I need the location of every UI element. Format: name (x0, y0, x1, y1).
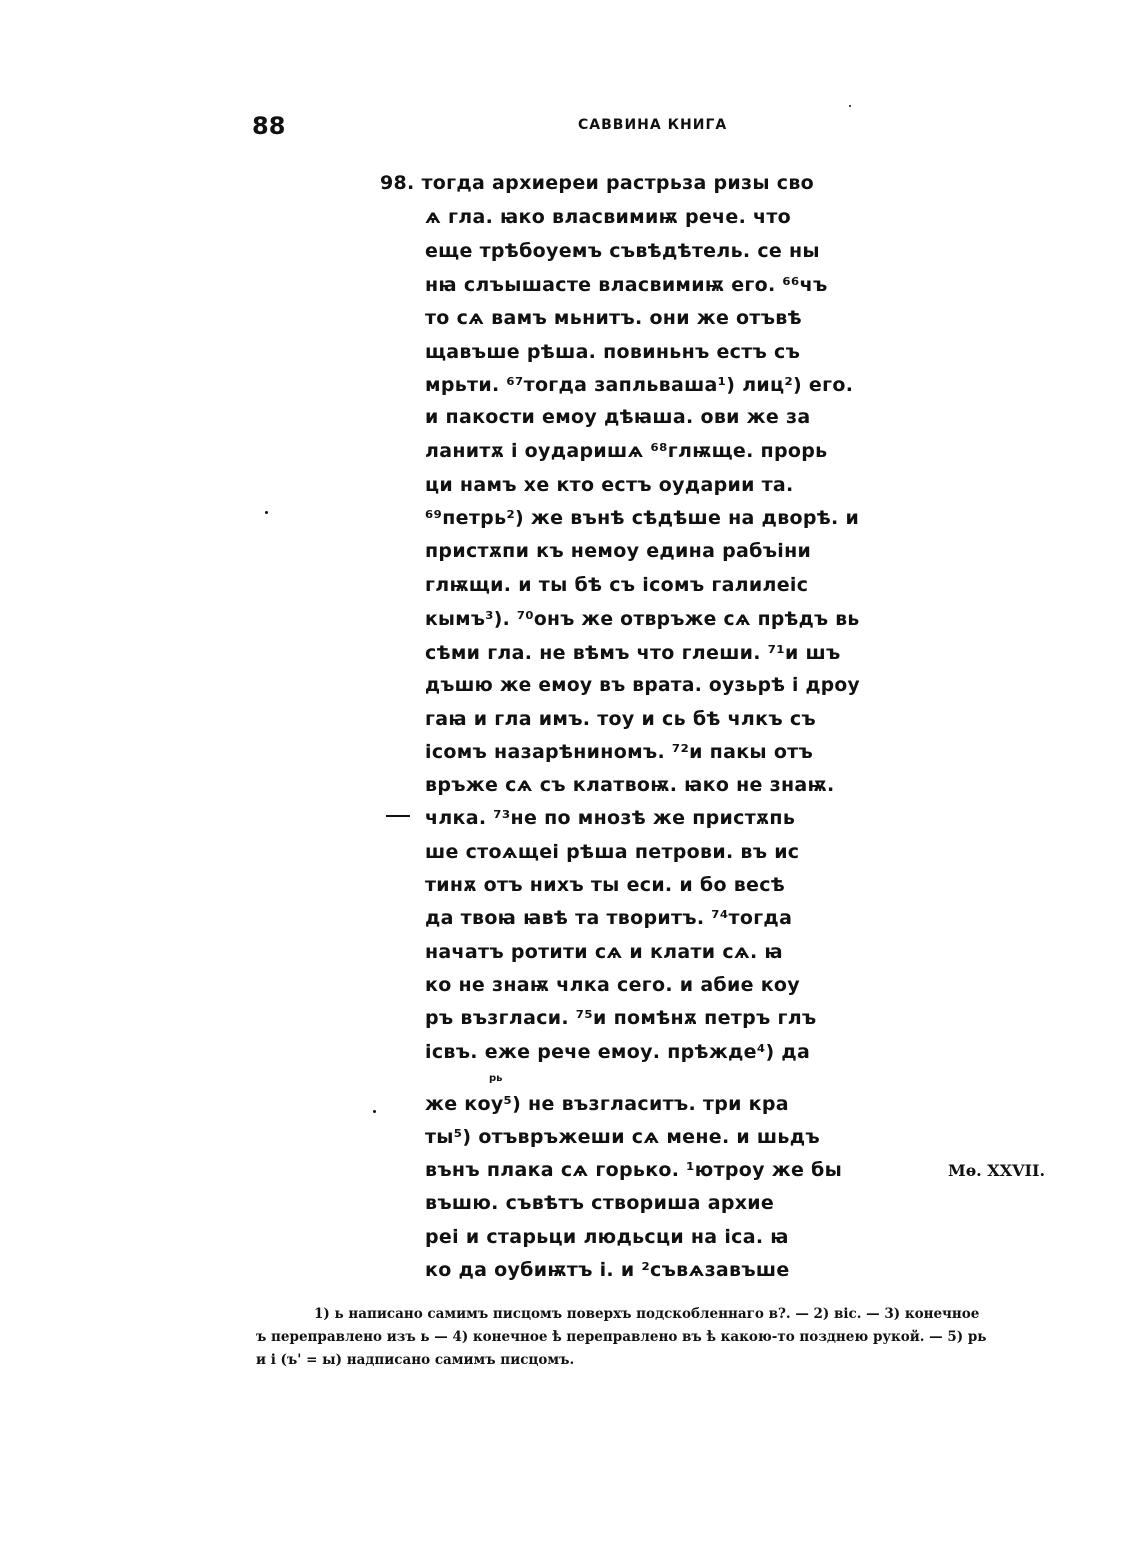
text-line: ісомъ назарѣниномъ. ⁷²и пакы отъ (425, 741, 814, 763)
margin-reference: Мѳ. XXVII. (948, 1161, 1046, 1180)
text-line: гаꙗ и гла имъ. тоу и сь бѣ члкъ съ (425, 708, 816, 730)
text-line: ръ възгласи. ⁷⁵и помѣнѫ петръ глъ (425, 1007, 817, 1029)
footnote-line: ъ переправлено изъ ь — 4) конечное ѣ переправлено въ ѣ какою-то позднею рукой. — 5) рь (256, 1329, 987, 1345)
text-line: ко не знаѭ члка сего. и абие коу (425, 974, 800, 996)
text-line: члка. ⁷³не по мнозѣ же пристѫпь (425, 807, 796, 829)
text-line: реі и старьци людьсци на іса. ꙗ (425, 1226, 789, 1248)
page-number: 88 (252, 112, 286, 140)
text-line: ісвъ. еже рече емоу. прѣжде⁴) да (425, 1041, 811, 1063)
text-line: 98. тогда архиереи растрьза ризы сво (380, 172, 815, 194)
footnote-line: 1) ь написано самимъ писцомъ поверхъ подскобленнаго в?. — 2) віс. — 3) конечное (314, 1306, 980, 1322)
margin-dot-mark (373, 1110, 376, 1113)
margin-dot-mark (849, 105, 851, 107)
text-line: сѣми гла. не вѣмъ что глеши. ⁷¹и шъ (425, 642, 841, 664)
text-line: и пакости емоу дѣꙗша. ови же за (425, 406, 811, 428)
running-title: САВВИНА КНИГА (578, 117, 728, 133)
text-line: въшю. съвѣтъ створиша архие (425, 1192, 775, 1214)
margin-dot-mark (265, 511, 268, 514)
text-line: еще трѣбоуемъ съвѣдѣтель. се ны (425, 240, 820, 262)
text-line: връже сѧ съ клатвоѭ. ꙗко не знаѭ. (425, 774, 835, 796)
text-line: щавъше рѣша. повиньнъ естъ съ (425, 341, 801, 363)
text-line: тинѫ отъ нихъ ты еси. и бо весѣ (425, 874, 786, 896)
text-line: вънъ плака сѧ горько. ¹ютроу же бы (425, 1159, 843, 1181)
text-line: же коу⁵) не възгласитъ. три кра (425, 1093, 789, 1115)
margin-dash-mark (386, 815, 410, 817)
text-line: начатъ ротити сѧ и клати сѧ. ꙗ (425, 941, 783, 963)
text-line: ко да оубиѭтъ і. и ²съвѧзавъше (425, 1259, 790, 1281)
text-line: нꙗ слъышасте власвимиѭ его. ⁶⁶чъ (425, 274, 828, 296)
text-line: дъшю же емоу въ врата. оузьрѣ і дроу (425, 674, 860, 696)
text-line: ше стоѧщеі рѣша петрови. въ ис (425, 841, 800, 863)
text-line: ци намъ хе кто естъ оударии та. (425, 474, 794, 496)
text-line: пристѫпи къ немоу едина рабъіни (425, 540, 812, 562)
text-line: глѭщи. и ты бѣ съ ісомъ галилеіс (425, 574, 809, 596)
text-line: да твоꙗ ꙗвѣ та творитъ. ⁷⁴тогда (425, 907, 793, 929)
text-line: ланитѫ і оударишѧ ⁶⁸глѭще. прорь (425, 440, 828, 462)
interlinear-note: рь (489, 1073, 503, 1084)
text-line: ѧ гла. ꙗко власвимиѭ рече. что (425, 206, 792, 228)
text-line: то сѧ вамъ мьнитъ. они же отъвѣ (425, 307, 802, 329)
text-line: ⁶⁹петрь²) же вънѣ сѣдѣше на дворѣ. и (425, 507, 860, 529)
text-line: кымъ³). ⁷⁰онъ же отвръже сѧ прѣдъ вь (425, 608, 860, 630)
footnote-line: и і (ъ' = ы) надписано самимъ писцомъ. (256, 1352, 575, 1368)
text-line: мрьти. ⁶⁷тогда запльваша¹) лиц²) его. (425, 374, 854, 396)
text-line: ты⁵) отъвръжеши сѧ мене. и шьдъ (425, 1126, 820, 1148)
